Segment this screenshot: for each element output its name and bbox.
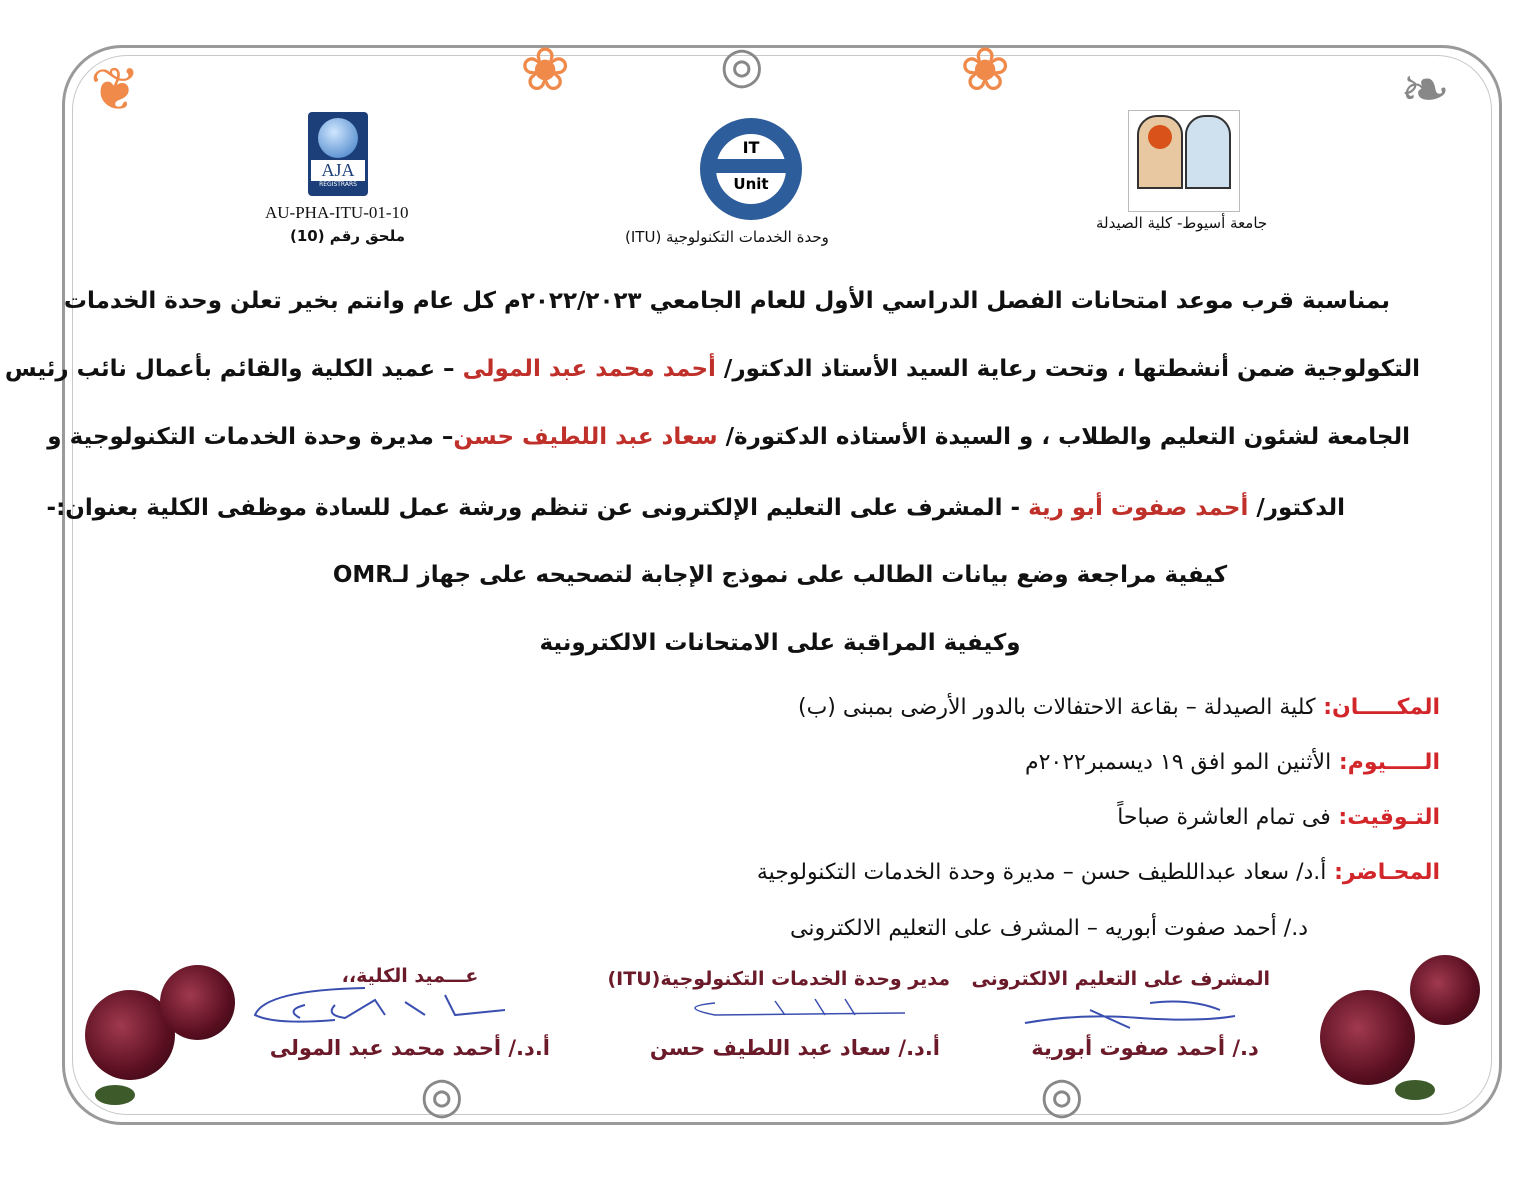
lecturer-label: المحـاضر: (1334, 860, 1440, 885)
swirl-ornament: ❀ (960, 35, 1011, 105)
place-value: كلية الصيدلة – بقاعة الاحتفالات بالدور الأرضى بمبنى (ب) (798, 695, 1316, 720)
it-unit-logo: IT Unit (700, 118, 802, 220)
day-value: الأثنين المو افق ١٩ ديسمبر٢٠٢٢م (1024, 750, 1332, 775)
swirl-ornament: ❧ (1400, 55, 1451, 125)
text: – مديرة وحدة الخدمات التكنولوجية و (47, 424, 454, 450)
handwritten-signature (1020, 998, 1250, 1034)
signature-name-dean: أ.د./ أحمد محمد عبد المولى (269, 1036, 550, 1060)
dean-name: أحمد محمد عبد المولى (462, 356, 716, 382)
place-row (798, 695, 1440, 720)
itu-caption: وحدة الخدمات التكنولوجية (ITU) (625, 228, 829, 246)
time-value: فى تمام العاشرة صباحاً (1117, 805, 1331, 830)
body-line-2 (4, 356, 1420, 382)
aja-logo: AJA REGISTRARS (308, 112, 368, 196)
place-label: المكـــــان: (1323, 695, 1440, 720)
text: الجامعة لشئون التعليم والطلاب ، و السيدة الأستاذه الدكتورة/ (717, 424, 1410, 450)
text: - المشرف على التعليم الإلكترونى عن تنظم ورشة عمل للسادة موظفى الكلية بعنوان:- (46, 495, 1029, 521)
handwritten-signature (245, 980, 515, 1035)
signature-title-dean: عـــميد الكلية،، (341, 965, 479, 987)
swirl-ornament: ◎ (720, 36, 764, 94)
elearning-supervisor-name: أحمد صفوت أبو رية (1028, 495, 1249, 521)
handwritten-signature (675, 995, 915, 1025)
signature-title-elearning: المشرف على التعليم الالكترونى (971, 968, 1270, 990)
rose-decoration (1320, 990, 1415, 1085)
signature-title-itu: مدير وحدة الخدمات التكنولوجية(ITU) (607, 968, 950, 990)
rose-decoration (160, 965, 235, 1040)
faculty-logo (1128, 110, 1240, 212)
signature-name-itu: أ.د./ سعاد عبد اللطيف حسن (649, 1036, 940, 1060)
rose-decoration (1410, 955, 1480, 1025)
lecturer-2: د./ أحمد صفوت أبوريه – المشرف على التعليم الالكترونى (789, 916, 1308, 941)
lecturer-1: أ.د/ سعاد عبداللطيف حسن – مديرة وحدة الخدمات التكنولوجية (756, 860, 1327, 885)
time-label: التـوقيت: (1338, 805, 1440, 830)
day-row (1025, 750, 1440, 775)
text: الدكتور/ (1248, 495, 1345, 521)
itu-director-name: سعاد عبد اللطيف حسن (453, 424, 718, 450)
body-line-3 (47, 424, 1410, 450)
annex-number: ملحق رقم (10) (290, 227, 405, 245)
time-row (1117, 805, 1440, 830)
leaf-decoration (1395, 1080, 1435, 1100)
text: التكولوجية ضمن أنشطتها ، وتحت رعاية السيد الأستاذ الدكتور/ (715, 356, 1420, 382)
body-line-1: بمناسبة قرب موعد امتحانات الفصل الدراسي الأول للعام الجامعي ٢٠٢٢/٢٠٢٣م كل عام وانتم بخير تعلن وحدة الخدمات (63, 288, 1390, 314)
workshop-title-2: وكيفية المراقبة على الامتحانات الالكترونية (539, 630, 1021, 656)
leaf-decoration (95, 1085, 135, 1105)
document-code: AU-PHA-ITU-01-10 (265, 203, 409, 222)
workshop-title-1: كيفية مراجعة وضع بيانات الطالب على نموذج الإجابة لتصحيحه على جهاز لـOMR (332, 562, 1228, 588)
faculty-caption: جامعة أسيوط- كلية الصيدلة (1096, 214, 1268, 232)
lecturer-row (757, 860, 1440, 885)
text: – عميد الكلية والقائم بأعمال نائب رئيس (4, 356, 463, 382)
swirl-ornament: ◎ (1040, 1066, 1084, 1124)
signature-name-elearning: د./ أحمد صفوت أبورية (1031, 1036, 1259, 1060)
swirl-ornament: ❀ (520, 35, 571, 105)
swirl-ornament: ❦ (90, 55, 141, 125)
swirl-ornament: ◎ (420, 1066, 464, 1124)
day-label: الـــــيوم: (1338, 750, 1440, 775)
body-line-4 (46, 495, 1345, 521)
